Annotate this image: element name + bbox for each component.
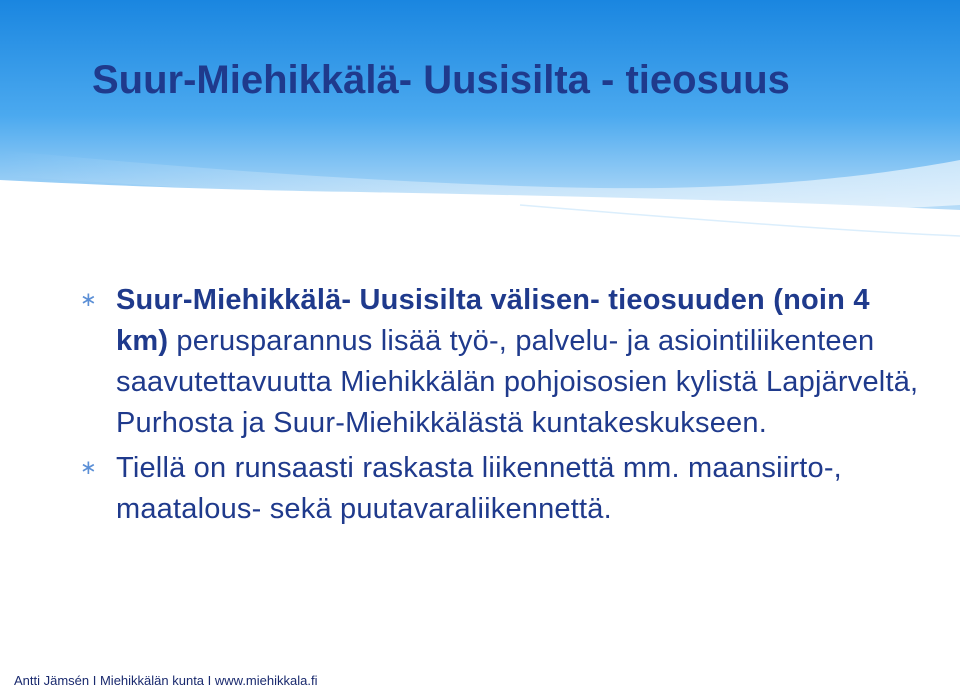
bullet-item xyxy=(80,280,920,444)
slide-footer: Antti Jämsén I Miehikkälän kunta I www.miehikkala.fi xyxy=(14,673,318,688)
bullet-list xyxy=(80,280,920,530)
bullet-bold-text: Suur-Miehikkälä- Uusisilta välisen- tieosuuden (noin 4 km) xyxy=(116,284,870,357)
asterisk-bullet-icon: ∗ xyxy=(80,289,97,311)
bullet-item xyxy=(80,448,920,530)
asterisk-bullet-icon: ∗ xyxy=(80,457,97,479)
slide-title: Suur-Miehikkälä- Uusisilta - tieosuus xyxy=(92,58,790,102)
bullet-text: perusparannus lisää työ-, palvelu- ja asiointiliikenteen saavutettavuutta Miehikkälän pohjoisosien kylistä Lapjärveltä, Purhosta ja Suur-Miehikkälästä kuntakeskukseen. xyxy=(116,325,919,439)
bullet-text: Tiellä on runsaasti raskasta liikennettä mm. maansiirto-, maatalous- sekä puutavaraliikennettä. xyxy=(116,452,842,525)
header-background xyxy=(0,0,960,270)
